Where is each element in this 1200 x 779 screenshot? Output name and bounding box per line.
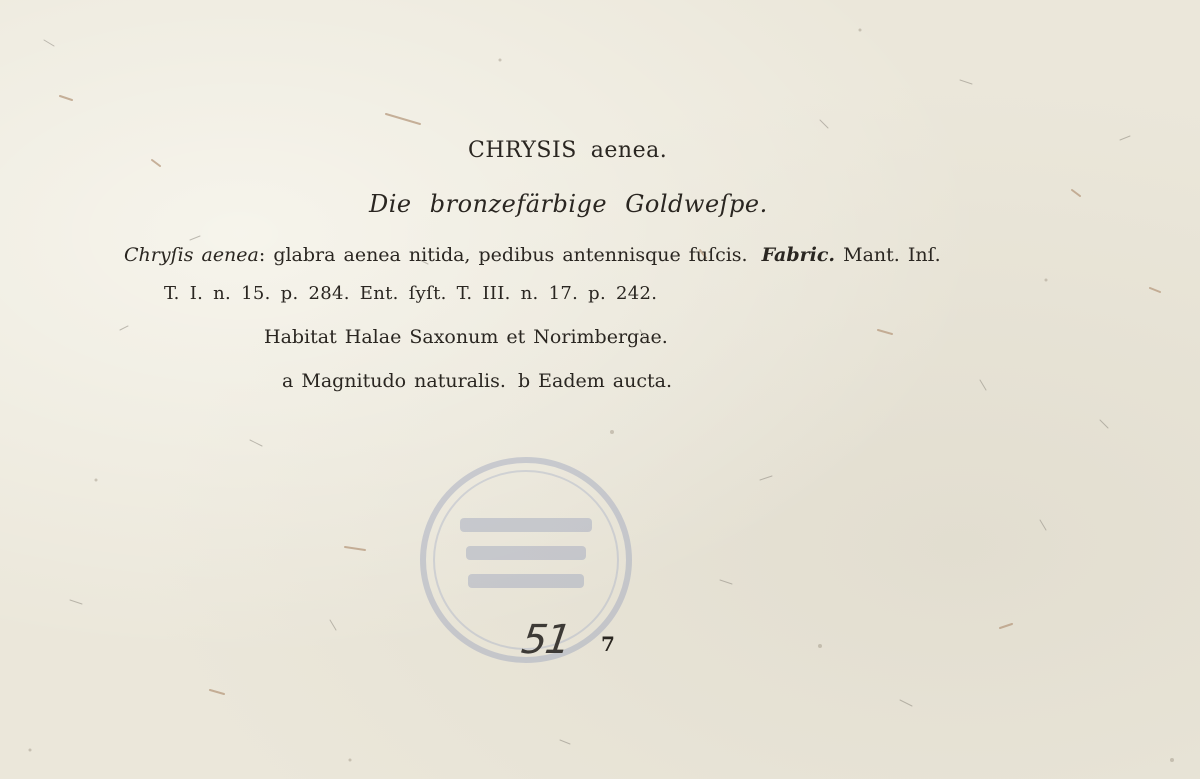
description-reference-start: Mant. Inſ.: [843, 244, 941, 266]
description-author: Fabric.: [761, 244, 836, 266]
handwritten-number: 51: [518, 617, 573, 663]
genus-name: CHRYSIS: [468, 138, 577, 163]
figure-a-legend: a Magnitudo naturalis.: [282, 370, 506, 392]
species-title: [468, 138, 667, 163]
description-line-2: T. I. n. 15. p. 284. Ent. ſyſt. T. III. n. 17. p. 242.: [164, 283, 658, 304]
description-name: Chryſis aenea: [124, 244, 259, 266]
page-number: 7: [601, 632, 615, 656]
common-name: Die bronzefärbige Goldweſpe.: [369, 190, 768, 218]
description-diagnosis: : glabra aenea nitida, pedibus antennisque fuſcis.: [258, 244, 748, 266]
description-line-1: [124, 244, 941, 266]
species-name: aenea.: [590, 138, 668, 163]
habitat-line: Habitat Halae Saxonum et Norimbergae.: [264, 326, 668, 348]
figure-b-legend: b Eadem aucta.: [517, 370, 673, 392]
figure-legend: [282, 370, 672, 392]
